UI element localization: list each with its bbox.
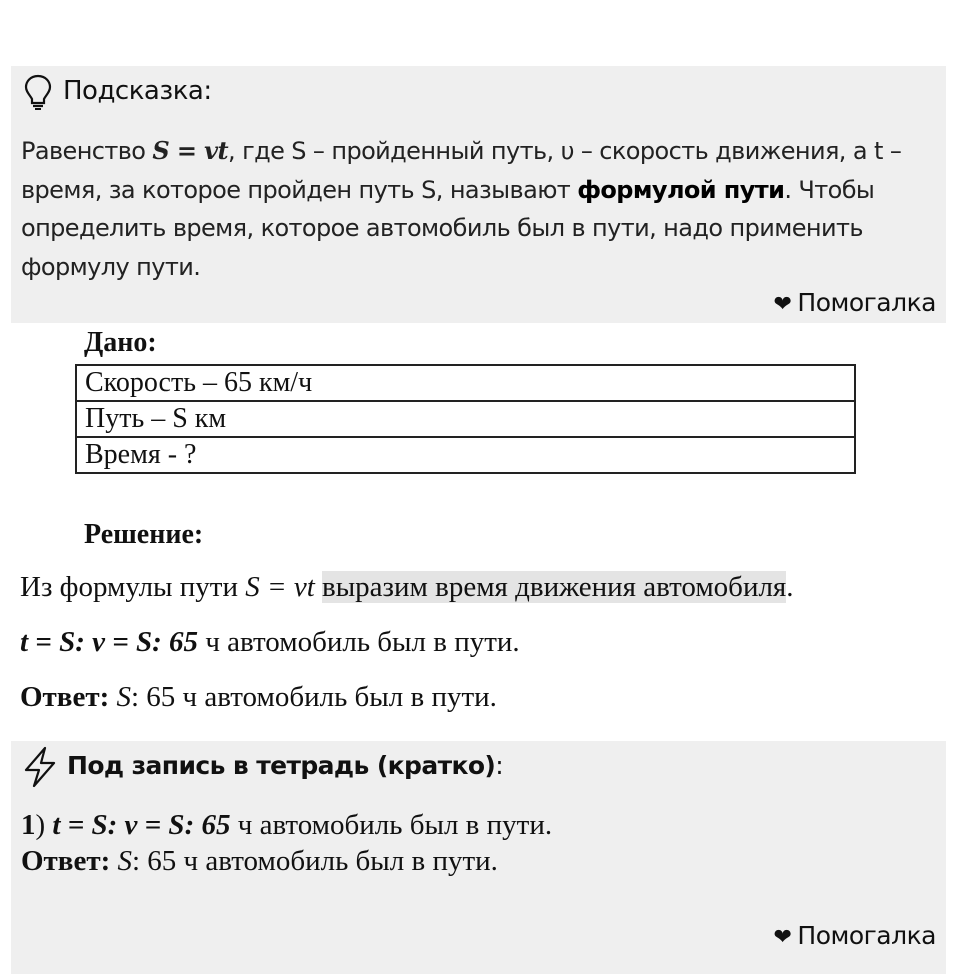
given-table [75, 364, 856, 474]
heart-icon: ❤ [773, 925, 792, 950]
given-row: Время - ? [76, 437, 855, 473]
brand-label: ❤ Помогалка [773, 288, 936, 317]
hint-title: Подсказка: [63, 76, 212, 106]
solution-line-1: Из формулы пути S = vt выразим время движения автомобиля. [20, 571, 794, 603]
brand-label: ❤ Помогалка [773, 921, 936, 950]
solution-answer: Ответ: S: 65 ч автомобиль был в пути. [20, 681, 497, 713]
highlighted-text: выразим время движения автомобиля [322, 571, 787, 603]
notes-answer: Ответ: S: 65 ч автомобиль был в пути. [21, 845, 498, 877]
given-row: Путь – S км [76, 401, 855, 437]
solution-line-2: t = S: v = S: 65 ч автомобиль был в пути. [20, 626, 520, 658]
hint-panel [11, 66, 946, 323]
lightning-icon [21, 746, 59, 788]
heart-icon: ❤ [773, 292, 792, 317]
lightbulb-icon [23, 74, 53, 110]
given-row: Скорость – 65 км/ч [76, 365, 855, 401]
notes-title: Под запись в тетрадь (кратко): [67, 751, 504, 780]
notes-panel [11, 741, 946, 974]
term: формулой пути [577, 175, 785, 204]
formula: S = vt [152, 136, 229, 165]
hint-text: Равенство S = vt, где S – пройденный путь, υ – скорость движения, а t – время, за которое пройден путь S, называют формулой пути. Чтобы определить время, которое автомобиль был в пути, надо применить формулу пути. [21, 136, 902, 281]
notes-item: 1) t = S: v = S: 65 ч автомобиль был в пути. [21, 809, 553, 841]
solution-title: Решение: [84, 519, 204, 550]
given-title: Дано: [84, 327, 157, 358]
